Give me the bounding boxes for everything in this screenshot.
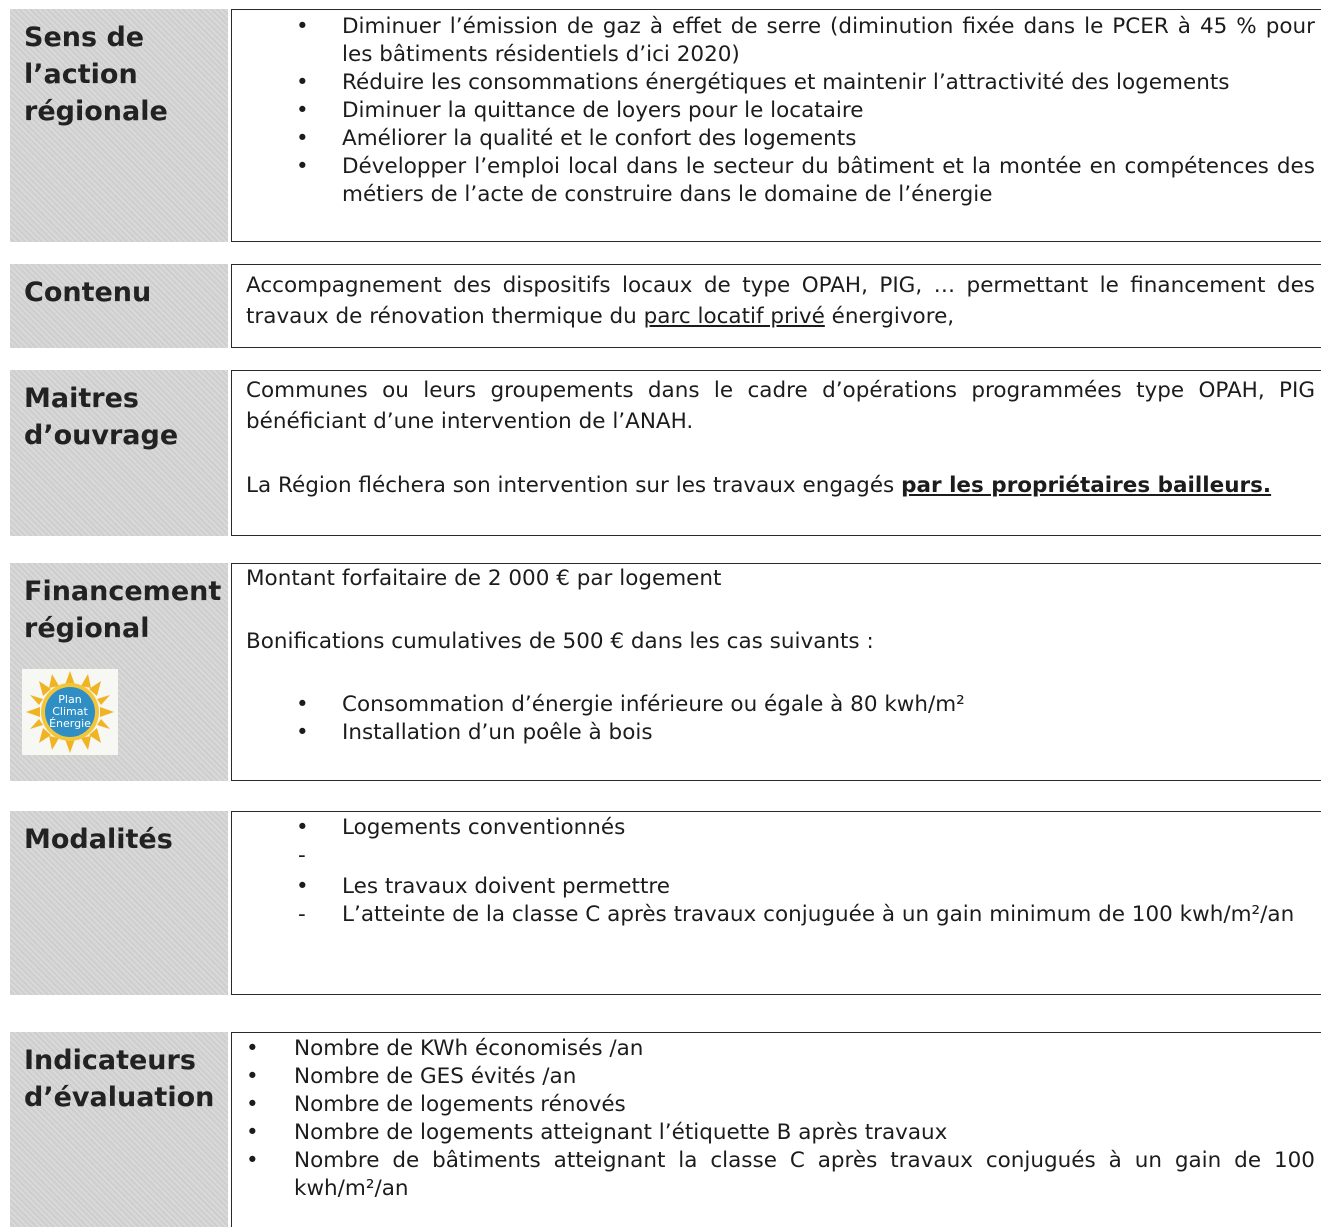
list-item: • Logements conventionnés (246, 814, 1315, 842)
paragraph: Bonifications cumulatives de 500 € dans les cas suivants : (246, 629, 874, 654)
underlined-text: parc locatif privé (643, 304, 825, 329)
section-label (10, 370, 228, 536)
text: La Région fléchera son intervention sur les travaux engagés (246, 473, 902, 498)
section-label (10, 1032, 228, 1227)
logo-text: Climat (52, 705, 88, 718)
section-label-text: Indicateurs d’évaluation (24, 1045, 215, 1113)
section-content (231, 563, 1321, 781)
section-label (10, 9, 228, 242)
list-item: • Diminuer la quittance de loyers pour le locataire (246, 97, 1315, 125)
list-item: - L’atteinte de la classe C après travaux conjuguée à un gain minimum de 100 kwh/m²/an (246, 901, 1315, 929)
list-item: • Nombre de logements atteignant l’étiquette B après travaux (246, 1119, 1315, 1147)
section-maitres (0, 370, 1321, 536)
text: Accompagnement des dispositifs locaux de type OPAH, PIG, … permettant le financement des travaux de rénovation thermique du (246, 273, 1315, 329)
section-label-text: Modalités (24, 824, 173, 855)
section-financement (0, 563, 1321, 781)
section-label-text: Contenu (24, 277, 152, 308)
bold-underlined-text: par les propriétaires bailleurs. (901, 473, 1272, 498)
paragraph: Communes ou leurs groupements dans le cadre d’opérations programmées type OPAH, PIG bénéficiant d’une intervention de l’ANAH. (246, 378, 1315, 434)
list-item: • Installation d’un poêle à bois (246, 719, 1315, 747)
list-item: • Consommation d’énergie inférieure ou égale à 80 kwh/m² (246, 691, 1315, 719)
section-modalites (0, 811, 1321, 995)
section-label (10, 811, 228, 995)
paragraph (246, 270, 1315, 332)
logo-text: Énergie (49, 717, 91, 730)
section-sens (0, 9, 1321, 242)
list-item: • Développer l’emploi local dans le secteur du bâtiment et la montée en compétences des métiers de l’acte de construire dans le domaine de l’énergie (246, 153, 1315, 209)
section-indicateurs (0, 1032, 1321, 1227)
section-content (231, 264, 1321, 348)
section-label-text: Financement régional (24, 576, 222, 644)
section-contenu (0, 264, 1321, 348)
logo-text: Plan (58, 693, 82, 706)
spacer (246, 842, 1315, 873)
section-label-text: Sens de l’action régionale (24, 22, 168, 127)
section-label (10, 563, 228, 781)
paragraph: Montant forfaitaire de 2 000 € par logement (246, 566, 722, 591)
list-item: • Améliorer la qualité et le confort des logements (246, 125, 1315, 153)
section-content (231, 370, 1321, 536)
list-item: • Réduire les consommations énergétiques et maintenir l’attractivité des logements (246, 69, 1315, 97)
plan-climat-energie-logo (22, 669, 118, 755)
section-label-text: Maitres d’ouvrage (24, 383, 179, 451)
list-item: • Nombre de KWh économisés /an (246, 1035, 1315, 1063)
list-item: • Diminuer l’émission de gaz à effet de serre (diminution fixée dans le PCER à 45 % pour les bâtiments résidentiels d’ici 2020) (246, 13, 1315, 69)
paragraph (246, 470, 1315, 501)
list-item: • Les travaux doivent permettre (246, 873, 1315, 901)
list-item: • Nombre de logements rénovés (246, 1091, 1315, 1119)
section-content (231, 9, 1321, 242)
list-item: • Nombre de GES évités /an (246, 1063, 1315, 1091)
section-content (231, 811, 1321, 995)
text: énergivore, (824, 304, 955, 329)
section-label (10, 264, 228, 348)
section-content (231, 1032, 1321, 1227)
list-item: • Nombre de bâtiments atteignant la classe C après travaux conjugués à un gain de 100 kwh/m²/an (246, 1147, 1315, 1203)
